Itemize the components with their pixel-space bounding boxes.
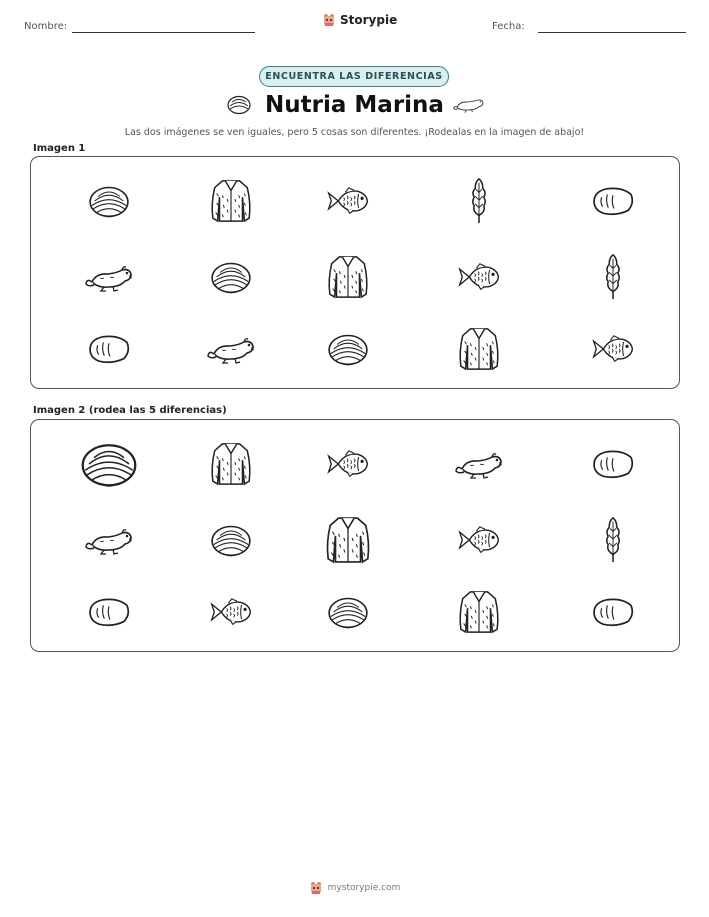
coat-icon[interactable] xyxy=(457,589,501,635)
coat-icon xyxy=(326,254,370,300)
name-label: Nombre: xyxy=(24,21,68,32)
rock-icon xyxy=(86,332,132,366)
clam-icon xyxy=(326,331,370,367)
activity-type-badge: ENCUENTRA LAS DIFERENCIAS xyxy=(259,66,449,87)
storypie-mascot-icon xyxy=(309,881,323,895)
clam-icon[interactable] xyxy=(209,522,253,558)
footer-url: mystorypie.com xyxy=(327,883,401,893)
clam-icon[interactable] xyxy=(326,594,370,630)
coat-icon xyxy=(209,178,253,224)
page-title: Nutria Marina xyxy=(265,92,444,118)
rock-icon xyxy=(590,184,636,218)
image-1-label: Imagen 1 xyxy=(33,143,86,154)
sea-otter-icon[interactable] xyxy=(454,447,504,481)
clam-icon xyxy=(87,183,131,219)
sea-otter-icon[interactable] xyxy=(84,523,134,557)
rock-icon[interactable] xyxy=(590,595,636,629)
kelp-icon[interactable] xyxy=(603,516,623,564)
name-line[interactable] xyxy=(72,32,255,33)
kelp-icon xyxy=(603,253,623,301)
rock-icon[interactable] xyxy=(86,595,132,629)
date-label: Fecha: xyxy=(492,21,525,32)
date-line[interactable] xyxy=(538,32,686,33)
image-1-panel xyxy=(30,156,680,389)
footer xyxy=(0,881,709,895)
brand-name: Storypie xyxy=(340,13,398,27)
clam-icon[interactable] xyxy=(78,439,140,489)
instructions: Las dos imágenes se ven iguales, pero 5 cosas son diferentes. ¡Rodealas en la imagen de abajo! xyxy=(124,127,585,138)
kelp-icon xyxy=(469,177,489,225)
fish-icon xyxy=(591,334,635,364)
image-2-panel[interactable] xyxy=(30,419,680,652)
fish-icon xyxy=(457,262,501,292)
sea-otter-icon xyxy=(84,260,134,294)
image-2-label: Imagen 2 (rodea las 5 diferencias) xyxy=(33,405,227,416)
sea-otter-icon xyxy=(453,93,485,115)
fish-icon xyxy=(326,186,370,216)
fish-icon[interactable] xyxy=(209,597,253,627)
brand-logo xyxy=(322,13,397,27)
clam-icon xyxy=(209,259,253,295)
rock-icon[interactable] xyxy=(590,447,636,481)
fish-icon[interactable] xyxy=(326,449,370,479)
storypie-mascot-icon xyxy=(322,13,336,27)
coat-icon xyxy=(457,326,501,372)
coat-icon[interactable] xyxy=(324,508,372,572)
fish-icon[interactable] xyxy=(457,525,501,555)
coat-icon[interactable] xyxy=(209,441,253,487)
sea-otter-icon xyxy=(206,332,256,366)
